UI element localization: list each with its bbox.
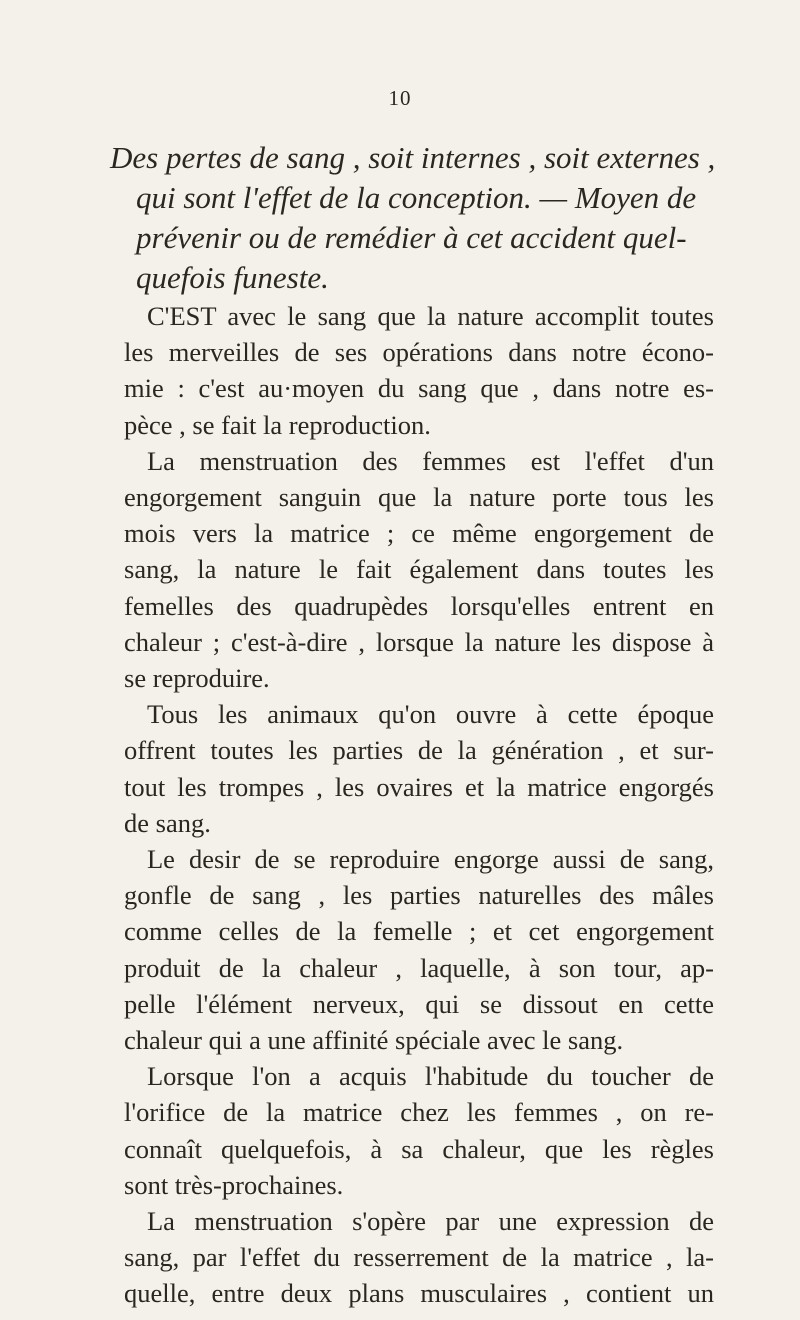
text-line: mie : c'est au·moyen du sang que , dans notre es- (124, 373, 714, 404)
text-line: femelles des quadrupèdes lorsqu'elles entrent en (124, 590, 714, 621)
text-line: sont très-prochaines. (124, 1169, 344, 1200)
text-line: sang, la nature le fait également dans toutes les (124, 554, 714, 585)
text-line: de sang. (124, 807, 211, 838)
text-line: quelle, entre deux plans musculaires , contient un (124, 1278, 714, 1309)
text-line: engorgement sanguin que la nature porte tous les (124, 482, 714, 513)
text-line: l'orifice de la matrice chez les femmes , on re- (124, 1097, 714, 1128)
heading-line: quefois funeste. (136, 260, 329, 295)
text-line: La menstruation des femmes est l'effet d'un (147, 445, 714, 476)
text-line: sang, par l'effet du resserrement de la matrice , la- (124, 1242, 714, 1273)
text-line: tout les trompes , les ovaires et la matrice engorgés (124, 771, 714, 802)
heading-line: qui sont l'effet de la conception. — Moyen de (136, 180, 697, 215)
text-line: pelle l'élément nerveux, qui se dissout en cette (124, 988, 714, 1019)
text-line: les merveilles de ses opérations dans notre écono- (124, 337, 714, 368)
text-line: C'EST avec le sang que la nature accomplit toutes (147, 301, 714, 331)
text-line: La menstruation s'opère par une expression de (147, 1206, 714, 1237)
text-line: Tous les animaux qu'on ouvre à cette époque (147, 699, 714, 730)
text-line: se reproduire. (124, 663, 270, 694)
chapter-heading (110, 138, 716, 298)
text-line: chaleur qui a une affinité spéciale avec le sang. (124, 1025, 624, 1056)
text-line: offrent toutes les parties de la génération , et sur- (124, 735, 714, 766)
text-line: connaît quelquefois, à sa chaleur, que les règles (124, 1133, 714, 1164)
body-text (124, 298, 714, 1312)
text-line: gonfle de sang , les parties naturelles des mâles (124, 880, 714, 911)
text-line: Le desir de se reproduire engorge aussi de sang, (147, 844, 714, 875)
text-line: produit de la chaleur , laquelle, à son tour, ap- (124, 952, 714, 983)
text-line: pèce , se fait la reproduction. (124, 409, 431, 440)
text-line: comme celles de la femelle ; et cet engorgement (124, 916, 714, 947)
heading-line: prévenir ou de remédier à cet accident quel- (136, 220, 687, 255)
heading-line: Des pertes de sang , soit internes , soit externes , (110, 140, 716, 175)
text-line: mois vers la matrice ; ce même engorgement de (124, 518, 714, 549)
page-number: 10 (388, 86, 412, 110)
text-line: chaleur ; c'est-à-dire , lorsque la nature les dispose à (124, 626, 714, 657)
text-line: Lorsque l'on a acquis l'habitude du toucher de (147, 1061, 714, 1092)
